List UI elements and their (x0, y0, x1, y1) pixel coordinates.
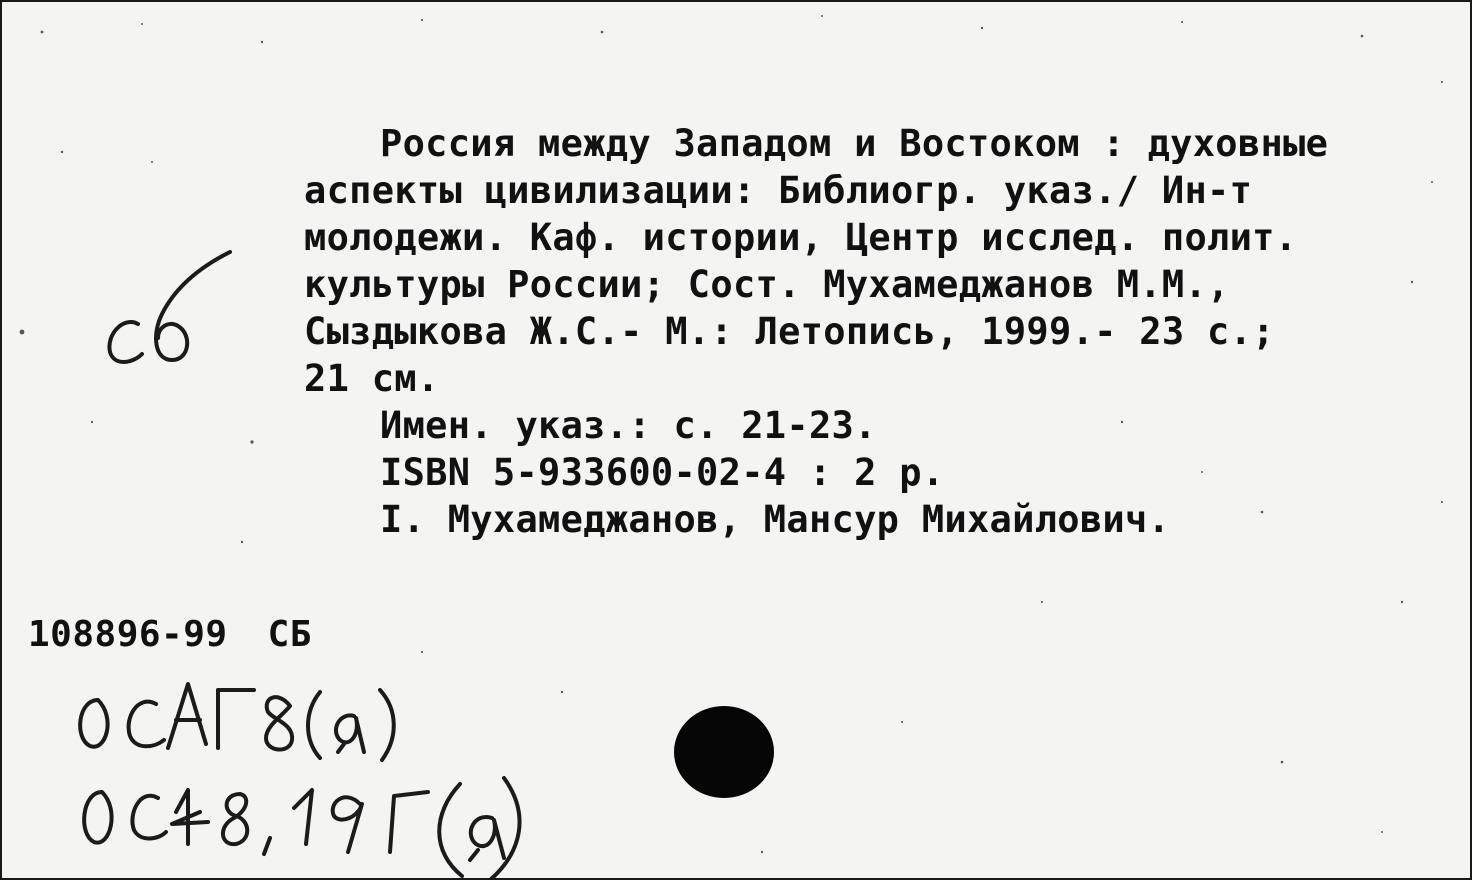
entry-text: Россия между Западом и Востоком : духовные (380, 122, 1329, 165)
entry-line-1 (304, 120, 1414, 167)
added-entry-author: I. Мухамеджанов, Мансур Михайлович. (380, 498, 1171, 541)
physical-description: 21 см. (304, 357, 440, 400)
handwritten-collection-mark (98, 242, 248, 372)
entry-line-3: молодежи. Каф. истории, Центр исслед. полит. (304, 216, 1298, 259)
entry-line-2: аспекты цивилизации: Библиогр. указ./ Ин-т (304, 169, 1253, 212)
accession-number: 108896-99 (28, 614, 228, 655)
punch-hole (674, 706, 774, 798)
handwritten-classification-2 (72, 764, 532, 880)
isbn-price: ISBN 5-933600-02-4 : 2 р. (380, 451, 945, 494)
entry-line-4: культуры России; Сост. Мухамеджанов М.М., (304, 263, 1230, 306)
entry-line-5: Сыздыкова Ж.С.- М.: Летопись, 1999.- 23 с.; (304, 310, 1275, 353)
collection-code: СБ (267, 614, 312, 655)
name-index-note: Имен. указ.: с. 21-23. (380, 404, 877, 447)
bibliographic-entry (304, 120, 1414, 543)
call-number (28, 614, 312, 655)
handwritten-classification-1 (68, 660, 418, 766)
